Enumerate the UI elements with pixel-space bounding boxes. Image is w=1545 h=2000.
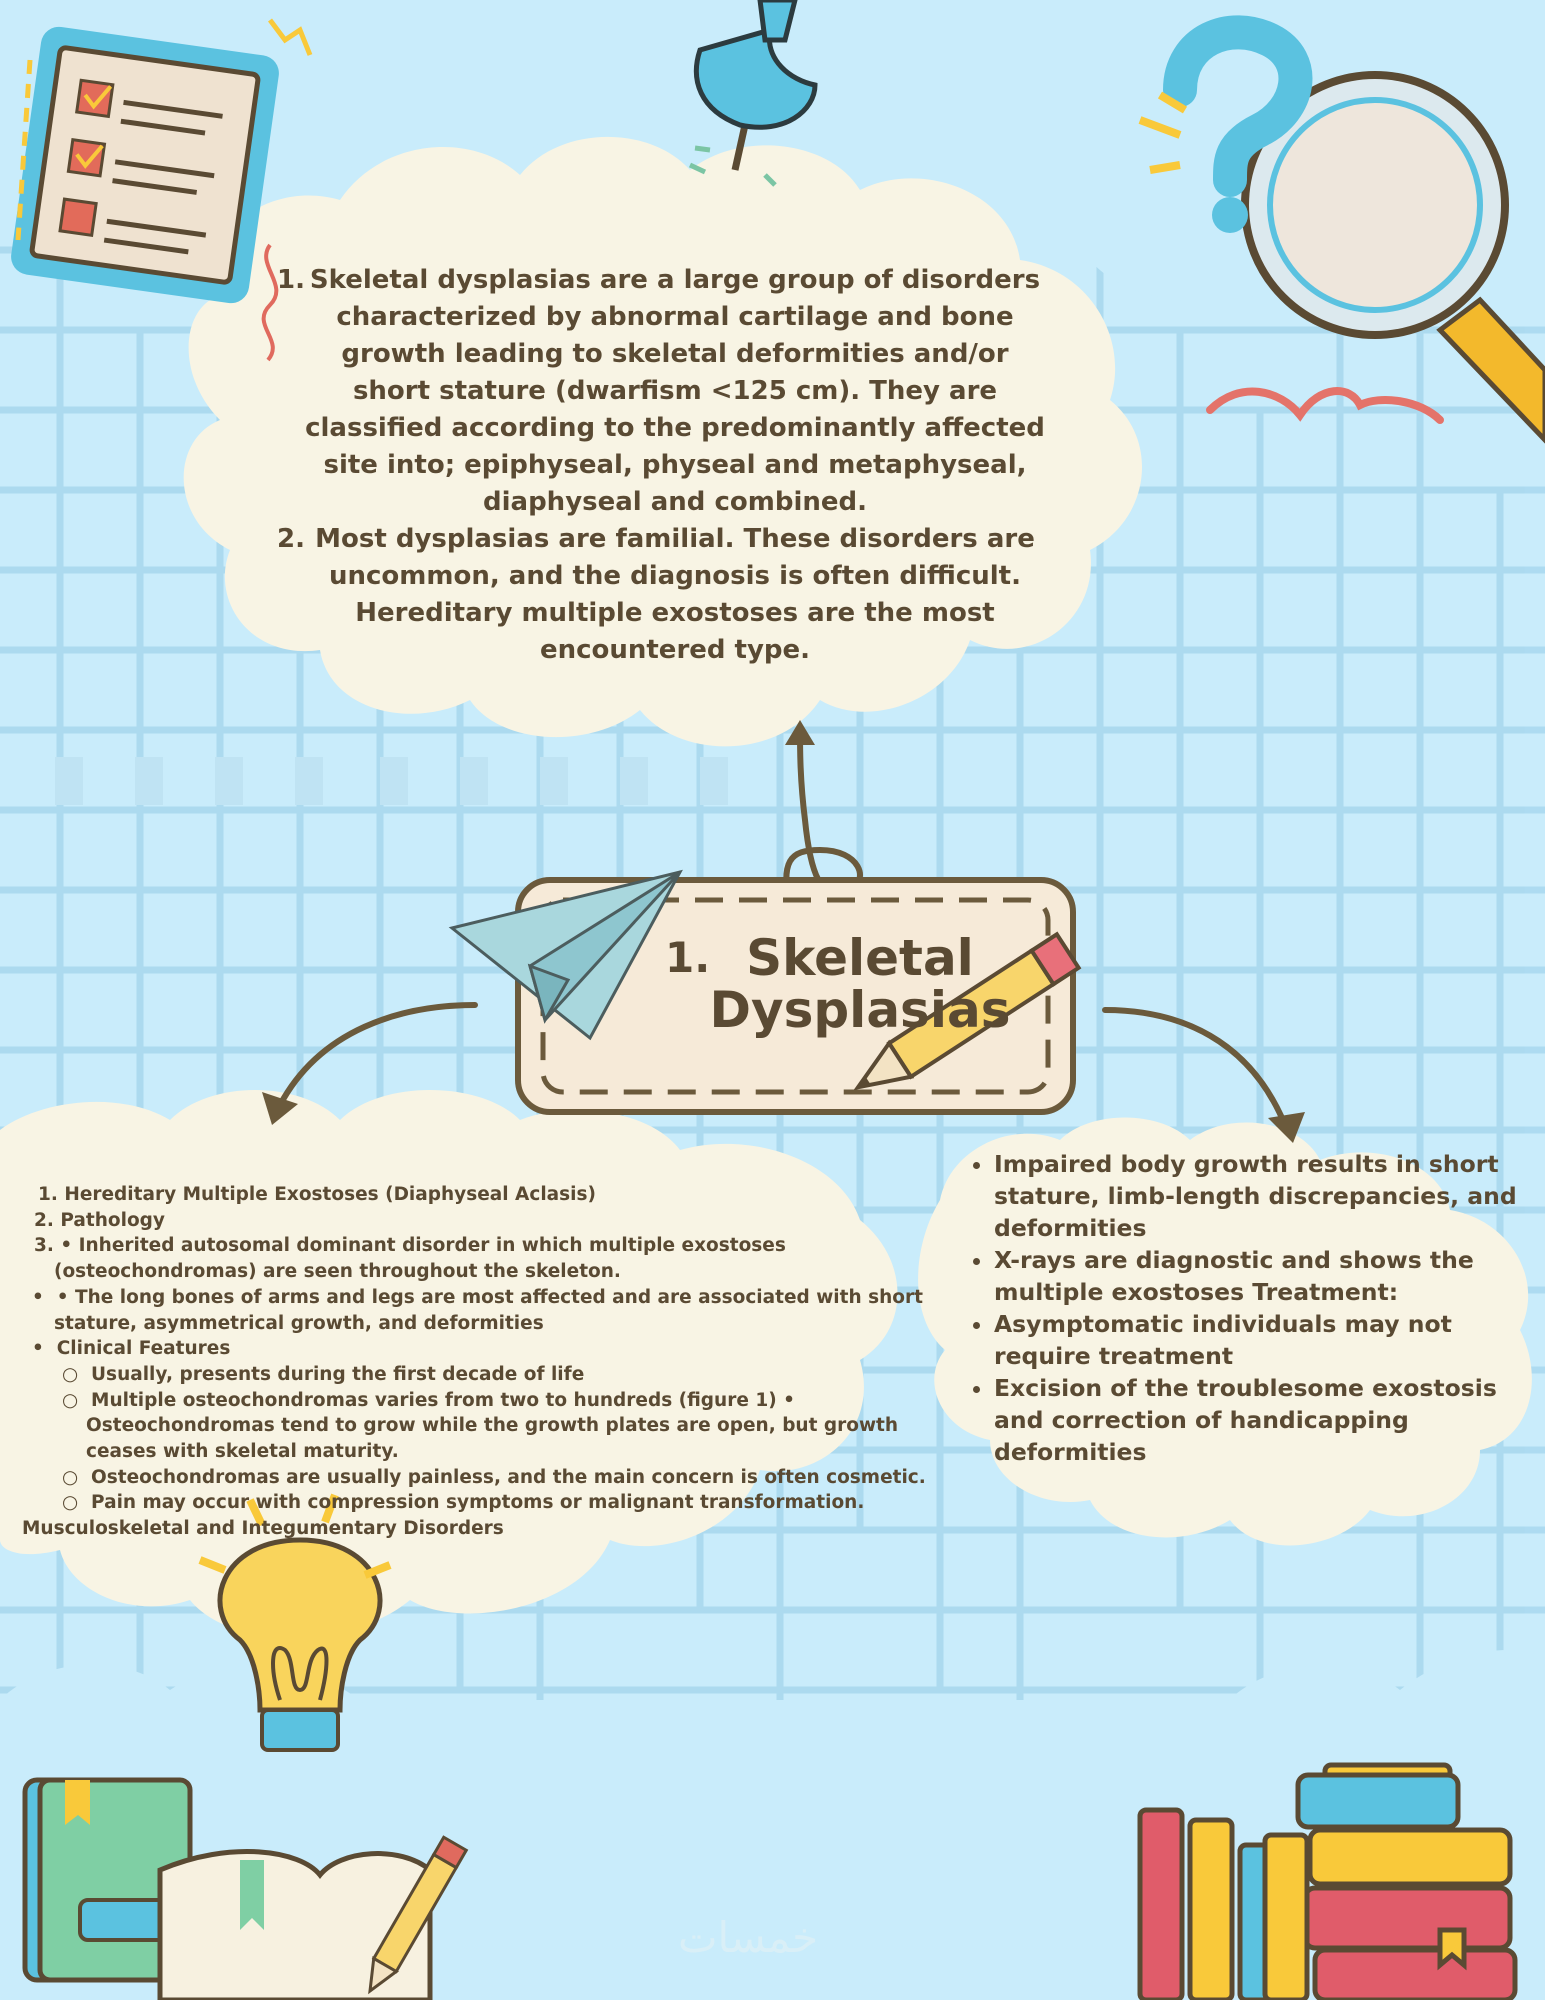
top-cloud-item-2 — [265, 521, 1045, 669]
page-title — [660, 929, 1060, 1039]
right-list-item: • Excision of the troublesome exostosis and correction of handicapping deformities — [994, 1372, 1526, 1468]
left-line: 2. Pathology — [34, 1209, 165, 1231]
list-item-text: Most dysplasias are familial. These disorders are uncommon, and the diagnosis is often difficult. Hereditary multiple exostoses are the most encountered type. — [315, 524, 1035, 665]
right-list-item: • Asymptomatic individuals may not require treatment — [994, 1308, 1526, 1372]
right-cloud-list — [966, 1148, 1526, 1468]
bullet-icon: • — [32, 1338, 57, 1360]
bullet-icon: • — [32, 1286, 57, 1308]
left-line — [22, 1490, 882, 1516]
circle-bullet-icon: ○ — [62, 1363, 92, 1385]
highlight-squares — [55, 757, 728, 805]
top-cloud-item-1 — [265, 262, 1045, 521]
left-line: 1. Hereditary Multiple Exostoses (Diaphyseal Aclasis) — [38, 1184, 596, 1205]
left-line — [22, 1285, 923, 1311]
left-cloud-text — [22, 1182, 926, 1542]
left-line-text: Osteochondromas are usually painless, and the main concern is often cosmetic. — [91, 1466, 926, 1488]
left-line-text: • The long bones of arms and legs are most affected and are associated with short — [56, 1286, 923, 1308]
left-footer: Musculoskeletal and Integumentary Disorders — [22, 1518, 504, 1540]
left-line: (osteochondromas) are seen throughout the skeleton. — [54, 1261, 621, 1283]
left-line — [22, 1362, 882, 1388]
left-line — [22, 1465, 926, 1491]
right-list-item: • Impaired body growth results in short stature, limb-length discrepancies, and deformities — [994, 1148, 1526, 1244]
right-list-item: • X-rays are diagnostic and shows the multiple exostoses Treatment: — [994, 1244, 1526, 1308]
left-line: stature, asymmetrical growth, and deformities — [54, 1312, 544, 1334]
right-cloud-text — [966, 1148, 1526, 1468]
left-line — [22, 1336, 882, 1362]
left-line: ceases with skeletal maturity. — [86, 1441, 399, 1463]
title-text: Skeletal Dysplasias — [709, 929, 1011, 1039]
watermark-logo: خمسات — [678, 1913, 819, 1962]
left-line — [22, 1388, 882, 1414]
circle-bullet-icon: ○ — [62, 1466, 92, 1488]
push-pin-icon — [696, 0, 815, 170]
list-item-text: Skeletal dysplasias are a large group of disorders characterized by abnormal cartilage and bone growth leading to skeletal deformities and/or short stature (dwarfism <125 cm). They are classified according to the predominantly affected site into; epiphyseal, physeal and metaphyseal, diaphyseal and combined. — [305, 265, 1045, 517]
list-number: 1. — [277, 265, 305, 295]
title-number: 1. — [665, 933, 711, 982]
left-line: 3. • Inherited autosomal dominant disorder in which multiple exostoses — [34, 1235, 786, 1257]
left-line-text: Clinical Features — [56, 1338, 231, 1360]
left-line: Osteochondromas tend to grow while the growth plates are open, but growth — [86, 1415, 899, 1437]
circle-bullet-icon: ○ — [62, 1492, 92, 1514]
left-line-text: Multiple osteochondromas varies from two to hundreds (figure 1) • — [91, 1389, 795, 1411]
left-line-text: Usually, presents during the first decade of life — [91, 1363, 585, 1385]
list-number: 2. — [277, 524, 305, 554]
top-cloud-text — [265, 262, 1045, 669]
left-line-text: Pain may occur with compression symptoms or malignant transformation. — [91, 1492, 865, 1514]
circle-bullet-icon: ○ — [62, 1389, 92, 1411]
top-cloud-list — [265, 262, 1045, 669]
